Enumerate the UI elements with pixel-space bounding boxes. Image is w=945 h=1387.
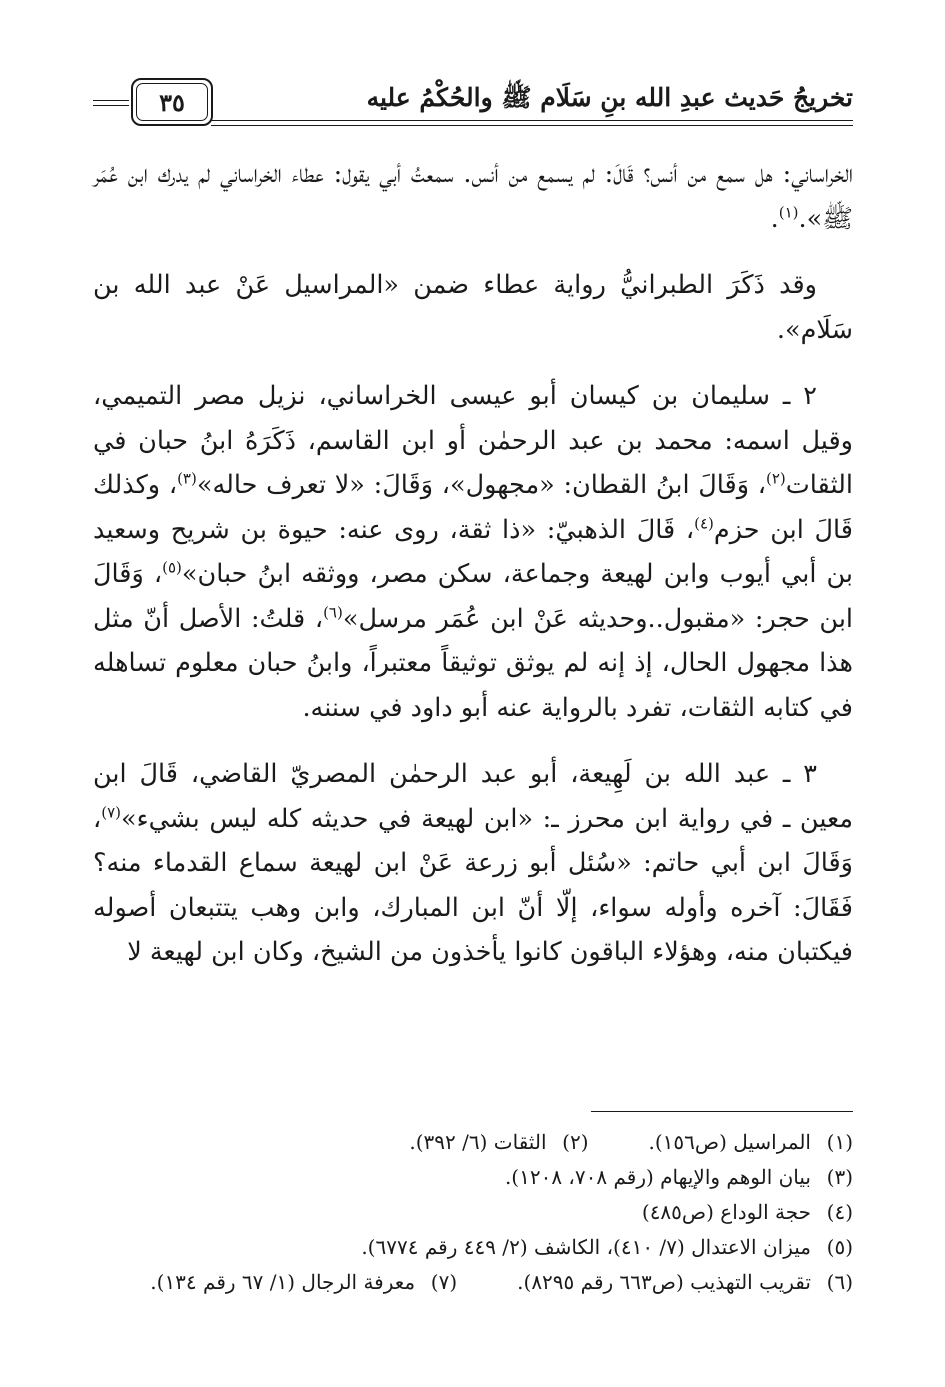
header-rule <box>211 120 853 121</box>
page-number: ٣٥ <box>159 87 185 117</box>
header-rule <box>93 105 129 106</box>
footnote-number: (٣) <box>826 1165 853 1189</box>
footnote-number: (٥) <box>826 1235 853 1259</box>
footnote-ref[interactable]: (٢) <box>766 469 786 488</box>
footnote-ref[interactable]: (٤) <box>694 514 714 532</box>
footnote-text: الثقات (٦/ ٣٩٢). <box>409 1130 547 1154</box>
footnote-line <box>93 1265 853 1300</box>
page-number-box <box>131 78 213 126</box>
text-run: ، وَقَالَ ابن أبي حاتم: «سُئل أبو زرعة عَنْ ابن لهيعة سماع القدماء منه؟ فَقَالَ: آخره وأوله سواء، إلّا أنّ ابن المبارك، وابن وهب يتتبعان أصوله فيكتبان منه، وهؤلاء الباقون كانوا يأخذون من الشيخ، وكان ابن لهيعة لا <box>93 803 853 967</box>
footnote-line <box>93 1125 853 1160</box>
paragraph <box>93 752 853 975</box>
footnote-ref[interactable]: (٣) <box>177 469 197 488</box>
text-run: ٣ ـ عبد الله بن لَهِيعة، أبو عبد الرحمٰن المصريّ القاضي، قَالَ ابن معين ـ في رواية ابن محرز ـ: «ابن لهيعة في حديثه كله ليس بشيء» <box>93 759 853 834</box>
text-run: ، وكذلك قَالَ ابن حزم <box>93 470 853 545</box>
text-run: ، وَقَالَ ابن حجر: «مقبول..وحديثه عَنْ ابن عُمَر مرسل» <box>93 559 854 634</box>
footnote-text: حجة الوداع (ص٤٨٥) <box>641 1200 811 1224</box>
text-run: ، قلتُ: الأصل أنّ مثل هذا مجهول الحال، إذ إنه لم يوثق توثيقاً معتبراً، وابنُ حبان معلوم تساهله في كتابه الثقات، تفرد بالرواية عنه أبو داود في سننه. <box>93 603 853 723</box>
footnote-ref[interactable]: (٥) <box>162 558 182 577</box>
paragraph <box>93 152 853 241</box>
footnote-text: تقريب التهذيب (ص٦٦٣ رقم ٨٢٩٥). <box>517 1270 811 1294</box>
text-run: . <box>770 203 779 234</box>
footnote-line <box>93 1230 853 1265</box>
text-run: ٢ ـ سليمان بن كيسان أبو عيسى الخراساني، نزيل مصر التميمي، وقيل اسمه: محمد بن عبد الرحمٰن أو ابن القاسم، ذَكَرَهُ ابنُ حبان في الثقات <box>93 381 854 500</box>
footnote-number: (٦) <box>826 1270 853 1294</box>
footnote-text: بيان الوهم والإيهام (رقم ٧٠٨، ١٢٠٨). <box>504 1165 811 1189</box>
footnote-text: ميزان الاعتدال (٧/ ٤١٠)، الكاشف (٢/ ٤٤٩ رقم ٦٧٧٤). <box>361 1235 811 1259</box>
header-rule <box>211 125 853 126</box>
footnote-line <box>93 1195 853 1230</box>
footnote-number: (١) <box>826 1130 853 1154</box>
header-rule <box>93 100 129 101</box>
text-run: الخراساني: هل سمع من أنس؟ قَالَ: لم يسمع من أنس. سمعتُ أبي يقول: عطاء الخراساني لم يدرك ابن عُمَر ﷺ». <box>93 159 853 234</box>
running-title: تخريجُ حَديث عبدِ الله بنِ سَلَام ﷺ والحُكْمُ عليه <box>366 83 853 112</box>
text-run: ، وَقَالَ ابنُ القطان: «مجهول»، وَقَالَ: «لا تعرف حاله» <box>196 470 766 500</box>
footnote-text: معرفة الرجال (١/ ٦٧ رقم ١٣٤). <box>150 1270 416 1294</box>
footnote-number: (٧) <box>430 1270 458 1294</box>
footnote-ref[interactable]: (١) <box>778 203 799 221</box>
paragraph <box>93 374 853 730</box>
footnote-separator <box>591 1111 853 1112</box>
paragraph <box>93 263 853 352</box>
main-text <box>93 152 853 997</box>
footnote-ref[interactable]: (٧) <box>101 803 122 821</box>
text-run: وقد ذَكَرَ الطبرانيُّ رواية عطاء ضمن «المراسيل عَنْ عبد الله بن سَلَام». <box>93 270 853 345</box>
text-run: ، قَالَ الذهبيّ: «ذا ثقة، روى عنه: حيوة بن شريح وسعيد بن أبي أيوب وابن لهيعة وجماعة، سكن مصر، ووثقه ابنُ حبان» <box>93 514 854 589</box>
footnote-number: (٤) <box>826 1200 853 1224</box>
footnote-ref[interactable]: (٦) <box>323 603 343 621</box>
footnote-line <box>93 1160 853 1195</box>
running-header <box>93 78 853 128</box>
footnotes <box>93 1125 853 1300</box>
footnote-text: المراسيل (ص١٥٦). <box>648 1130 811 1154</box>
footnote-number: (٢) <box>562 1130 589 1154</box>
